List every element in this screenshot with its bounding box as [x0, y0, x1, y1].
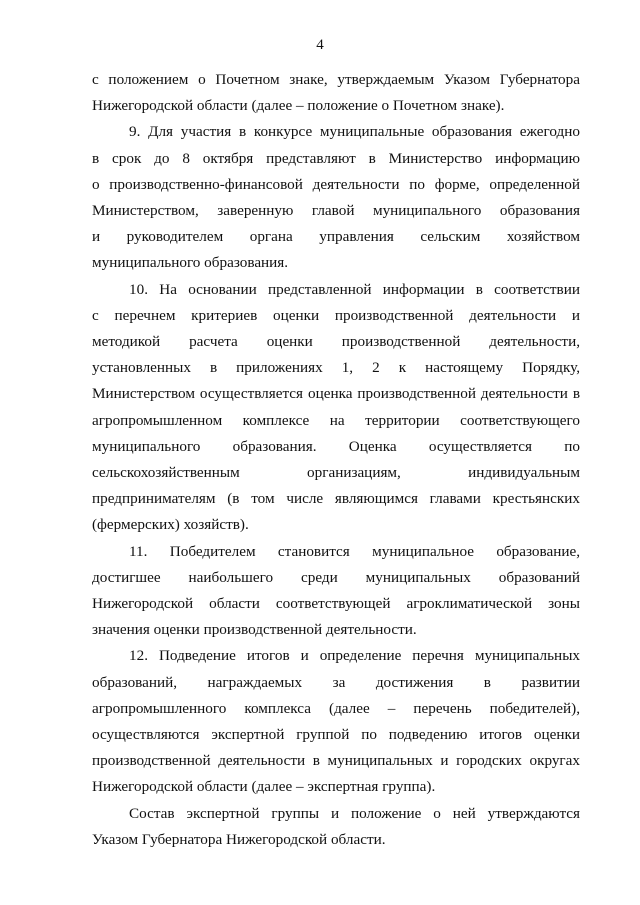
text-line: 10. На основании представленной информации в соответствии — [129, 280, 580, 298]
text-line: методикой расчета оценки производственной деятельности, — [92, 333, 580, 351]
text-line: муниципального образования. Оценка осуществляется по — [92, 437, 580, 455]
text-line: с положением о Почетном знаке, утверждаемым Указом Губернатора — [92, 71, 580, 88]
text-line: сельскохозяйственным организациям, индивидуальным — [92, 464, 580, 482]
text-line: достигшее наибольшего среди муниципальных образований — [92, 568, 580, 586]
text-line: о производственно-финансовой деятельности по форме, определенной — [92, 175, 580, 193]
text-line: (фермерских) хозяйств). — [92, 516, 249, 534]
text-line: предпринимателям (в том числе являющимся главами крестьянских — [92, 490, 580, 508]
text-line: Нижегородской области соответствующей агроклиматической зоны — [92, 595, 580, 613]
text-line: Состав экспертной группы и положение о ней утверждаются — [129, 804, 580, 822]
text-line: с перечнем критериев оценки производственной деятельности и — [92, 306, 580, 324]
text-line: Министерством, заверенную главой муниципального образования — [92, 202, 580, 220]
text-line: установленных в приложениях 1, 2 к настоящему Порядку, — [92, 359, 580, 377]
text-line: Министерством осуществляется оценка производственной деятельности в — [92, 385, 580, 403]
text-line: Указом Губернатора Нижегородской области. — [92, 830, 386, 848]
document-body — [92, 67, 580, 853]
text-line: 12. Подведение итогов и определение перечня муниципальных — [129, 647, 580, 665]
page-number: 4 — [316, 37, 324, 53]
text-line: значения оценки производственной деятельности. — [92, 621, 417, 639]
text-line: производственной деятельности в муниципальных и городских округах — [92, 752, 580, 770]
paragraph-9 — [92, 119, 580, 276]
text-line: в срок до 8 октября представляют в Министерство информацию — [92, 149, 580, 167]
text-line: Нижегородской области (далее – экспертная группа). — [92, 778, 436, 796]
text-line: 11. Победителем становится муниципальное образование, — [129, 542, 580, 560]
text-line: агропромышленного комплекса (далее – перечень победителей), — [92, 699, 580, 717]
text-line: образований, награждаемых за достижения в развитии — [92, 673, 580, 691]
text-line: муниципального образования. — [92, 254, 289, 272]
text-line: и руководителем органа управления сельским хозяйством — [92, 228, 580, 246]
paragraph-continuation — [92, 67, 580, 119]
paragraph-13 — [92, 801, 580, 853]
paragraph-11 — [92, 539, 580, 644]
paragraph-12 — [92, 643, 580, 800]
text-line: осуществляются экспертной группой по подведению итогов оценки — [92, 726, 580, 744]
paragraph-10 — [92, 277, 580, 539]
text-line: агропромышленном комплексе на территории соответствующего — [92, 411, 580, 429]
text-line: 9. Для участия в конкурсе муниципальные образования ежегодно — [129, 123, 580, 141]
text-line: Нижегородской области (далее – положение о Почетном знаке). — [92, 97, 505, 115]
